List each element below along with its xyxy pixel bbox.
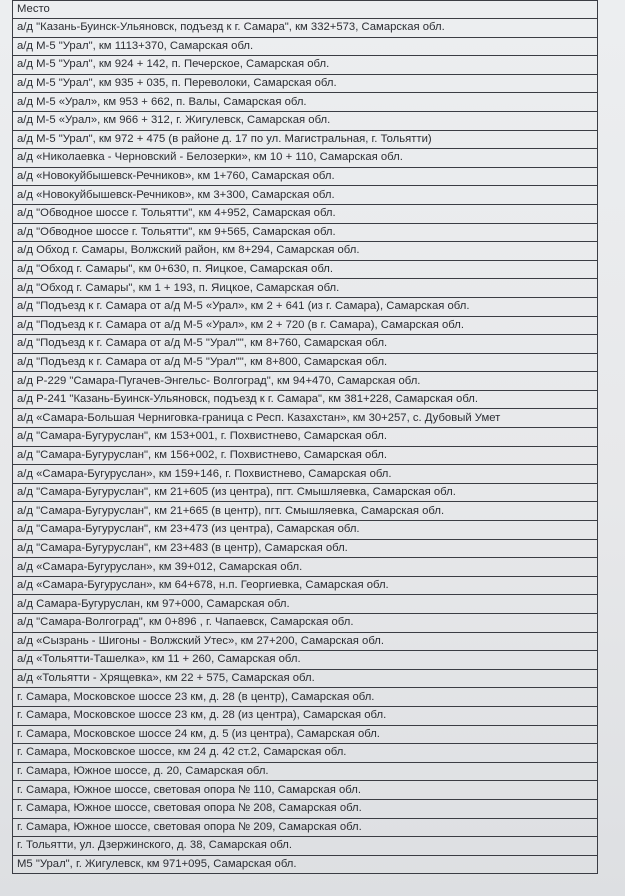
table-row <box>13 390 598 409</box>
table-row <box>13 130 598 149</box>
location-cell: г. Самара, Московское шоссе, км 24 д. 42 ст.2, Самарская обл. <box>13 744 598 763</box>
locations-table <box>12 0 598 874</box>
location-cell: а/д "Подъезд к г. Самара от а/д М-5 "Урал"", км 8+800, Самарская обл. <box>13 353 598 372</box>
location-cell: а/д "Обход г. Самары", км 0+630, п. Яицкое, Самарская обл. <box>13 260 598 279</box>
table-row <box>13 335 598 354</box>
table-row <box>13 669 598 688</box>
table-row <box>13 37 598 56</box>
table-row <box>13 614 598 633</box>
locations-table-container <box>12 0 598 874</box>
table-row <box>13 242 598 261</box>
table-row <box>13 74 598 93</box>
location-cell: а/д "Подъезд к г. Самара от а/д М-5 "Урал"", км 8+760, Самарская обл. <box>13 335 598 354</box>
table-row <box>13 223 598 242</box>
location-cell: а/д «Сызрань - Шигоны - Волжский Утес», км 27+200, Самарская обл. <box>13 632 598 651</box>
table-row <box>13 428 598 447</box>
location-cell: а/д Р-229 "Самара-Пугачев-Энгельс- Волгоград", км 94+470, Самарская обл. <box>13 372 598 391</box>
location-cell: а/д "Самара-Бугуруслан", км 156+002, г. Похвистнево, Самарская обл. <box>13 446 598 465</box>
table-row <box>13 279 598 298</box>
location-cell: а/д «Самара-Бугуруслан», км 39+012, Самарская обл. <box>13 558 598 577</box>
table-row <box>13 446 598 465</box>
location-cell: а/д «Николаевка - Черновский - Белозерки», км 10 + 110, Самарская обл. <box>13 149 598 168</box>
table-header-row <box>13 1 598 19</box>
table-row <box>13 483 598 502</box>
location-cell: а/д "Самара-Бугуруслан", км 153+001, г. Похвистнево, Самарская обл. <box>13 428 598 447</box>
table-row <box>13 762 598 781</box>
location-cell: а/д Обход г. Самары, Волжский район, км 8+294, Самарская обл. <box>13 242 598 261</box>
table-row <box>13 56 598 75</box>
location-cell: а/д «Самара-Большая Черниговка-граница с Респ. Казахстан», км 30+257, с. Дубовый Умет <box>13 409 598 428</box>
location-cell: г. Самара, Южное шоссе, световая опора № 209, Самарская обл. <box>13 818 598 837</box>
table-row <box>13 651 598 670</box>
table-row <box>13 688 598 707</box>
table-row <box>13 744 598 763</box>
location-cell: М5 "Урал", г. Жигулевск, км 971+095, Самарская обл. <box>13 855 598 874</box>
location-cell: г. Самара, Южное шоссе, световая опора № 208, Самарская обл. <box>13 799 598 818</box>
location-cell: а/д "Обводное шоссе г. Тольятти", км 4+952, Самарская обл. <box>13 204 598 223</box>
location-cell: а/д «Тольятти - Хрящевка», км 22 + 575, Самарская обл. <box>13 669 598 688</box>
table-row <box>13 595 598 614</box>
location-cell: а/д "Подъезд к г. Самара от а/д М-5 «Урал», км 2 + 720 (в г. Самара), Самарская обл. <box>13 316 598 335</box>
table-row <box>13 297 598 316</box>
table-row <box>13 19 598 38</box>
table-row <box>13 799 598 818</box>
table-body <box>13 19 598 874</box>
table-row <box>13 539 598 558</box>
location-cell: а/д «Тольятти-Ташелка», км 11 + 260, Самарская обл. <box>13 651 598 670</box>
location-cell: а/д "Самара-Бугуруслан", км 23+473 (из центра), Самарская обл. <box>13 521 598 540</box>
table-row <box>13 465 598 484</box>
location-cell: а/д "Самара-Бугуруслан", км 21+665 (в центр), пгт. Смышляевка, Самарская обл. <box>13 502 598 521</box>
location-cell: а/д М-5 "Урал", км 924 + 142, п. Печерское, Самарская обл. <box>13 56 598 75</box>
location-cell: а/д «Самара-Бугуруслан», км 159+146, г. Похвистнево, Самарская обл. <box>13 465 598 484</box>
location-cell: г. Самара, Южное шоссе, д. 20, Самарская обл. <box>13 762 598 781</box>
table-row <box>13 204 598 223</box>
table-row <box>13 632 598 651</box>
location-cell: г. Тольятти, ул. Дзержинского, д. 38, Самарская обл. <box>13 837 598 856</box>
location-cell: г. Самара, Московское шоссе 24 км, д. 5 (из центра), Самарская обл. <box>13 725 598 744</box>
table-row <box>13 521 598 540</box>
table-row <box>13 316 598 335</box>
table-row <box>13 725 598 744</box>
location-cell: а/д "Самара-Бугуруслан", км 23+483 (в центр), Самарская обл. <box>13 539 598 558</box>
table-row <box>13 409 598 428</box>
table-row <box>13 502 598 521</box>
table-row <box>13 372 598 391</box>
location-cell: а/д "Обход г. Самары", км 1 + 193, п. Яицкое, Самарская обл. <box>13 279 598 298</box>
location-cell: а/д М-5 "Урал", км 972 + 475 (в районе д. 17 по ул. Магистральная, г. Тольятти) <box>13 130 598 149</box>
location-cell: а/д М-5 «Урал», км 966 + 312, г. Жигулевск, Самарская обл. <box>13 111 598 130</box>
table-row <box>13 558 598 577</box>
table-row <box>13 111 598 130</box>
column-header-place: Место <box>13 1 598 19</box>
table-row <box>13 781 598 800</box>
location-cell: а/д М-5 "Урал", км 935 + 035, п. Переволоки, Самарская обл. <box>13 74 598 93</box>
table-row <box>13 260 598 279</box>
location-cell: а/д М-5 «Урал», км 953 + 662, п. Валы, Самарская обл. <box>13 93 598 112</box>
location-cell: а/д Р-241 "Казань-Буинск-Ульяновск, подъезд к г. Самара", км 381+228, Самарская обл. <box>13 390 598 409</box>
location-cell: г. Самара, Московское шоссе 23 км, д. 28 (в центр), Самарская обл. <box>13 688 598 707</box>
location-cell: а/д "Самара-Волгоград", км 0+896 , г. Чапаевск, Самарская обл. <box>13 614 598 633</box>
location-cell: г. Самара, Московское шоссе 23 км, д. 28 (из центра), Самарская обл. <box>13 706 598 725</box>
table-row <box>13 93 598 112</box>
location-cell: а/д «Новокуйбышевск-Речников», км 1+760, Самарская обл. <box>13 167 598 186</box>
table-row <box>13 706 598 725</box>
location-cell: а/д М-5 "Урал", км 1113+370, Самарская обл. <box>13 37 598 56</box>
location-cell: г. Самара, Южное шоссе, световая опора № 110, Самарская обл. <box>13 781 598 800</box>
table-row <box>13 167 598 186</box>
location-cell: а/д "Казань-Буинск-Ульяновск, подъезд к г. Самара", км 332+573, Самарская обл. <box>13 19 598 38</box>
table-row <box>13 837 598 856</box>
table-row <box>13 818 598 837</box>
location-cell: а/д "Самара-Бугуруслан", км 21+605 (из центра), пгт. Смышляевка, Самарская обл. <box>13 483 598 502</box>
location-cell: а/д «Самара-Бугуруслан», км 64+678, н.п. Георгиевка, Самарская обл. <box>13 576 598 595</box>
table-row <box>13 855 598 874</box>
table-row <box>13 576 598 595</box>
table-row <box>13 149 598 168</box>
table-row <box>13 186 598 205</box>
location-cell: а/д "Подъезд к г. Самара от а/д М-5 «Урал», км 2 + 641 (из г. Самара), Самарская обл. <box>13 297 598 316</box>
location-cell: а/д "Обводное шоссе г. Тольятти", км 9+565, Самарская обл. <box>13 223 598 242</box>
location-cell: а/д Самара-Бугуруслан, км 97+000, Самарская обл. <box>13 595 598 614</box>
location-cell: а/д «Новокуйбышевск-Речников», км 3+300, Самарская обл. <box>13 186 598 205</box>
table-row <box>13 353 598 372</box>
